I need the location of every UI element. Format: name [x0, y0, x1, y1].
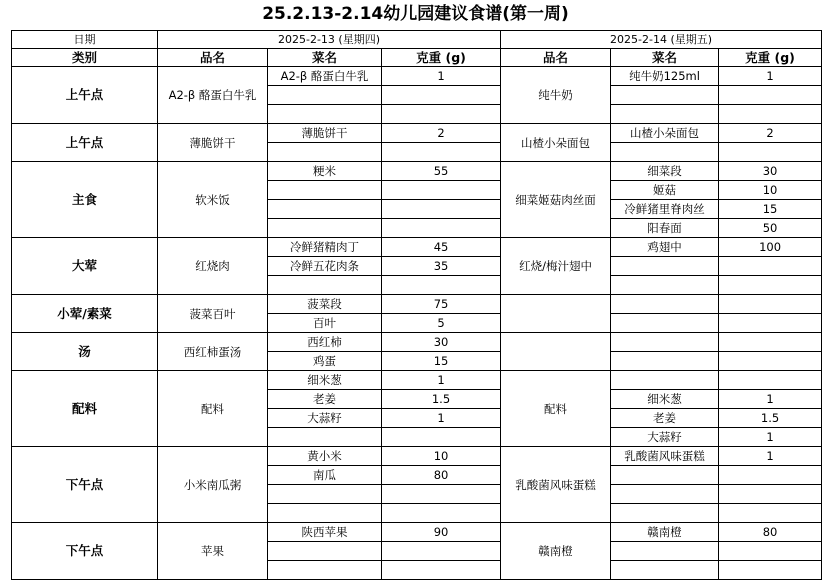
day1-ingredient-cell: 菠菜段	[268, 295, 382, 314]
table-row	[12, 67, 822, 86]
day1-ingredient-cell	[268, 181, 382, 200]
day2-ingredient-cell: 赣南橙	[611, 523, 719, 542]
day2-dish-cell: 乳酸菌风味蛋糕	[501, 447, 611, 523]
day1-ingredient-cell	[268, 428, 382, 447]
day1-dish-cell: 小米南瓜粥	[158, 447, 268, 523]
day1-weight-cell	[382, 561, 501, 580]
day2-weight-cell	[719, 257, 822, 276]
day2-weight-cell: 1	[719, 67, 822, 86]
day1-ingredient-cell	[268, 504, 382, 523]
category-cell: 下午点	[12, 447, 158, 523]
day1-weight-cell: 1	[382, 67, 501, 86]
page-title: 25.2.13-2.14幼儿园建议食谱(第一周)	[262, 4, 569, 24]
day1-ingredient-cell	[268, 561, 382, 580]
day1-weight-cell: 35	[382, 257, 501, 276]
day2-ingredient-cell	[611, 504, 719, 523]
day2-ingredient-cell: 老姜	[611, 409, 719, 428]
day1-weight-cell: 10	[382, 447, 501, 466]
date-label: 日期	[12, 31, 158, 49]
day2-ingredient-cell	[611, 371, 719, 390]
day2-weight-cell	[719, 105, 822, 124]
day1-ingredient-cell: 粳米	[268, 162, 382, 181]
day2-ingredient-header: 菜名	[611, 49, 719, 67]
day2-weight-cell	[719, 542, 822, 561]
day1-weight-cell: 1	[382, 371, 501, 390]
day1-weight-cell	[382, 105, 501, 124]
category-cell: 下午点	[12, 523, 158, 580]
day1-weight-cell: 15	[382, 352, 501, 371]
day1-weight-cell	[382, 504, 501, 523]
day1-ingredient-cell: 冷鲜猪精肉丁	[268, 238, 382, 257]
day1-ingredient-cell: 西红柿	[268, 333, 382, 352]
day1-weight-cell	[382, 428, 501, 447]
day2-dish-cell	[501, 295, 611, 333]
day1-dish-cell: 软米饭	[158, 162, 268, 238]
category-cell: 主食	[12, 162, 158, 238]
day1-weight-cell: 1.5	[382, 390, 501, 409]
day1-ingredient-cell: 黄小米	[268, 447, 382, 466]
day2-ingredient-cell	[611, 333, 719, 352]
column-header-row	[12, 49, 822, 67]
category-cell: 小荤/素菜	[12, 295, 158, 333]
table-row	[12, 447, 822, 466]
date-header-row	[12, 31, 822, 49]
day2-dish-cell: 配料	[501, 371, 611, 447]
day2-dish-cell	[501, 333, 611, 371]
day2-weight-cell: 15	[719, 200, 822, 219]
day1-ingredient-cell: 薄脆饼干	[268, 124, 382, 143]
day2-weight-cell	[719, 371, 822, 390]
day2-ingredient-cell: 山楂小朵面包	[611, 124, 719, 143]
day1-ingredient-cell	[268, 485, 382, 504]
day2-weight-cell: 50	[719, 219, 822, 238]
day1-dish-header: 品名	[158, 49, 268, 67]
day2-weight-cell: 100	[719, 238, 822, 257]
day2-weight-cell: 2	[719, 124, 822, 143]
day1-weight-cell: 75	[382, 295, 501, 314]
day1-weight-header: 克重 (g)	[382, 49, 501, 67]
day1-date: 2025-2-13 (星期四)	[158, 31, 501, 49]
day1-ingredient-cell	[268, 276, 382, 295]
day1-ingredient-cell	[268, 86, 382, 105]
day1-weight-cell: 30	[382, 333, 501, 352]
day2-weight-cell: 80	[719, 523, 822, 542]
day2-weight-cell: 30	[719, 162, 822, 181]
day2-weight-cell	[719, 314, 822, 333]
day2-ingredient-cell	[611, 542, 719, 561]
day2-date: 2025-2-14 (星期五)	[501, 31, 822, 49]
day1-ingredient-cell: A2-β 酪蛋白牛乳	[268, 67, 382, 86]
day1-ingredient-cell: 冷鲜五花肉条	[268, 257, 382, 276]
category-cell: 大荤	[12, 238, 158, 295]
category-cell: 汤	[12, 333, 158, 371]
day1-weight-cell: 2	[382, 124, 501, 143]
day1-dish-cell: A2-β 酪蛋白牛乳	[158, 67, 268, 124]
day2-weight-cell	[719, 86, 822, 105]
category-cell: 配料	[12, 371, 158, 447]
day1-ingredient-cell: 百叶	[268, 314, 382, 333]
day1-weight-cell	[382, 200, 501, 219]
day1-ingredient-cell: 细米葱	[268, 371, 382, 390]
day1-ingredient-cell: 南瓜	[268, 466, 382, 485]
table-row	[12, 162, 822, 181]
day1-weight-cell	[382, 143, 501, 162]
day2-weight-cell: 1	[719, 447, 822, 466]
table-row	[12, 371, 822, 390]
category-cell: 上午点	[12, 67, 158, 124]
table-row	[12, 295, 822, 314]
category-cell: 上午点	[12, 124, 158, 162]
day2-ingredient-cell	[611, 257, 719, 276]
day2-ingredient-cell	[611, 561, 719, 580]
day2-ingredient-cell: 鸡翅中	[611, 238, 719, 257]
day2-weight-cell	[719, 352, 822, 371]
day2-ingredient-cell	[611, 105, 719, 124]
day2-dish-header: 品名	[501, 49, 611, 67]
day2-weight-cell	[719, 276, 822, 295]
category-header: 类别	[12, 49, 158, 67]
table-row	[12, 124, 822, 143]
table-row	[12, 238, 822, 257]
table-row	[12, 333, 822, 352]
day1-ingredient-cell	[268, 143, 382, 162]
day1-weight-cell	[382, 542, 501, 561]
day1-weight-cell: 1	[382, 409, 501, 428]
day1-ingredient-cell: 老姜	[268, 390, 382, 409]
day2-dish-cell: 红烧/梅汁翅中	[501, 238, 611, 295]
day2-dish-cell: 赣南橙	[501, 523, 611, 580]
day1-ingredient-header: 菜名	[268, 49, 382, 67]
day1-dish-cell: 配料	[158, 371, 268, 447]
day1-weight-cell: 80	[382, 466, 501, 485]
day2-ingredient-cell: 乳酸菌风味蛋糕	[611, 447, 719, 466]
day2-ingredient-cell	[611, 276, 719, 295]
day2-dish-cell: 山楂小朵面包	[501, 124, 611, 162]
day1-weight-cell	[382, 485, 501, 504]
day2-weight-cell	[719, 333, 822, 352]
day2-ingredient-cell: 大蒜籽	[611, 428, 719, 447]
day2-ingredient-cell	[611, 143, 719, 162]
day2-ingredient-cell: 细米葱	[611, 390, 719, 409]
day2-ingredient-cell	[611, 86, 719, 105]
table-row	[12, 523, 822, 542]
day1-weight-cell: 45	[382, 238, 501, 257]
day2-ingredient-cell: 纯牛奶125ml	[611, 67, 719, 86]
day1-ingredient-cell: 陕西苹果	[268, 523, 382, 542]
day1-ingredient-cell	[268, 105, 382, 124]
day2-ingredient-cell: 细菜段	[611, 162, 719, 181]
day2-weight-cell	[719, 561, 822, 580]
day2-weight-cell: 10	[719, 181, 822, 200]
day1-ingredient-cell: 大蒜籽	[268, 409, 382, 428]
day1-weight-cell: 55	[382, 162, 501, 181]
day2-ingredient-cell	[611, 314, 719, 333]
day1-dish-cell: 菠菜百叶	[158, 295, 268, 333]
day1-ingredient-cell	[268, 542, 382, 561]
day1-weight-cell	[382, 219, 501, 238]
day2-weight-cell	[719, 485, 822, 504]
day2-weight-cell	[719, 504, 822, 523]
day2-weight-cell: 1	[719, 390, 822, 409]
day2-ingredient-cell	[611, 485, 719, 504]
day2-ingredient-cell: 姬菇	[611, 181, 719, 200]
day2-dish-cell: 细菜姬菇肉丝面	[501, 162, 611, 238]
day2-dish-cell: 纯牛奶	[501, 67, 611, 124]
day1-dish-cell: 西红柿蛋汤	[158, 333, 268, 371]
day2-weight-header: 克重 (g)	[719, 49, 822, 67]
day2-weight-cell	[719, 295, 822, 314]
day2-ingredient-cell: 冷鲜猪里脊肉丝	[611, 200, 719, 219]
day1-weight-cell	[382, 86, 501, 105]
day1-ingredient-cell: 鸡蛋	[268, 352, 382, 371]
day2-weight-cell: 1	[719, 428, 822, 447]
day1-dish-cell: 红烧肉	[158, 238, 268, 295]
day2-weight-cell	[719, 466, 822, 485]
day2-ingredient-cell	[611, 295, 719, 314]
day1-ingredient-cell	[268, 200, 382, 219]
day2-weight-cell: 1.5	[719, 409, 822, 428]
day2-ingredient-cell: 阳春面	[611, 219, 719, 238]
menu-table	[11, 30, 822, 580]
day1-ingredient-cell	[268, 219, 382, 238]
day1-weight-cell: 90	[382, 523, 501, 542]
day1-weight-cell	[382, 276, 501, 295]
day1-weight-cell	[382, 181, 501, 200]
day2-ingredient-cell	[611, 466, 719, 485]
day2-ingredient-cell	[611, 352, 719, 371]
day1-dish-cell: 薄脆饼干	[158, 124, 268, 162]
day1-dish-cell: 苹果	[158, 523, 268, 580]
day1-weight-cell: 5	[382, 314, 501, 333]
day2-weight-cell	[719, 143, 822, 162]
